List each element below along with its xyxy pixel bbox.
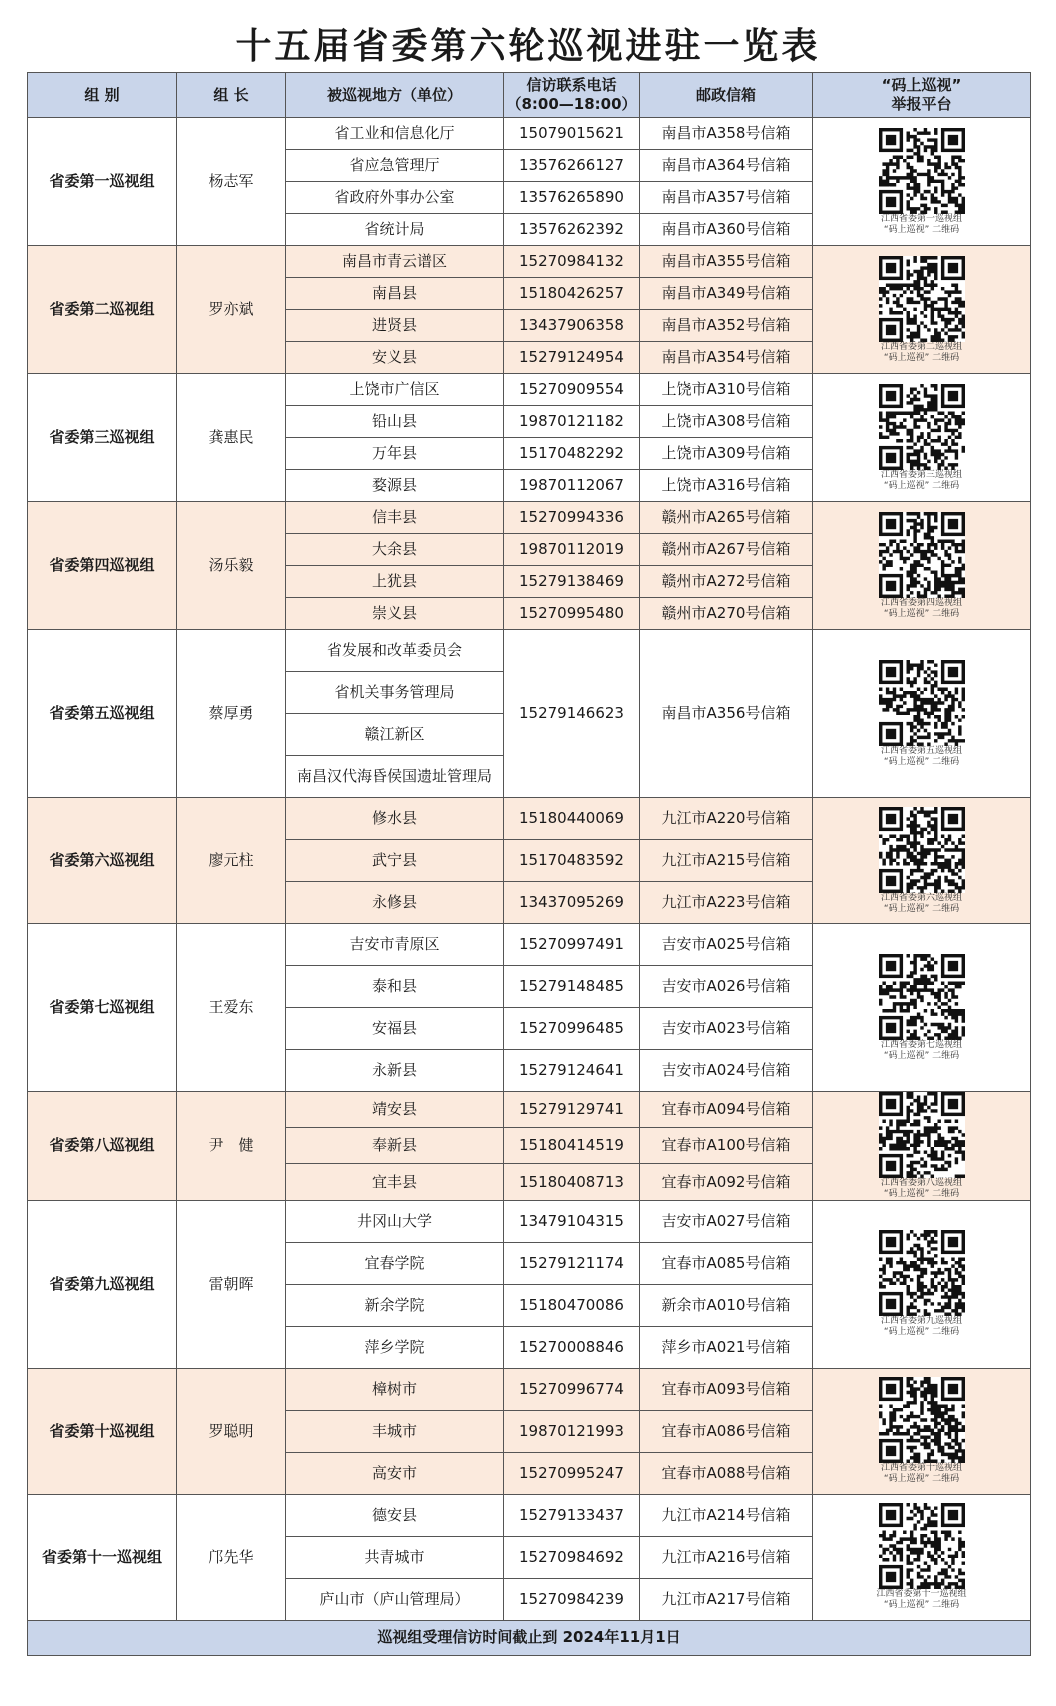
phone-number: 13576262392	[504, 214, 640, 246]
qr-block	[813, 256, 1030, 364]
footer-note: 巡视组受理信访时间截止到 2024年11月1日	[28, 1620, 1031, 1655]
group-name: 省委第一巡视组	[28, 118, 177, 246]
mailbox: 上饶市A316号信箱	[640, 470, 813, 502]
phone-number: 13479104315	[504, 1200, 640, 1242]
phone-number: 15180440069	[504, 798, 640, 840]
qr-code-icon	[879, 954, 965, 1040]
qr-code-icon	[879, 512, 965, 598]
qr-code-icon	[879, 660, 965, 746]
qr-cell	[813, 630, 1031, 798]
phone-number: 15279124641	[504, 1050, 640, 1092]
inspected-unit: 万年县	[286, 438, 504, 470]
inspection-table	[27, 72, 1031, 1656]
mailbox: 赣州市A267号信箱	[640, 534, 813, 566]
group-leader: 罗聪明	[177, 1368, 286, 1494]
phone-number: 15279146623	[504, 630, 640, 798]
qr-cell	[813, 1368, 1031, 1494]
qr-block	[813, 954, 1030, 1062]
inspected-unit: 南昌汉代海昏侯国遗址管理局	[286, 756, 504, 798]
table-row	[28, 1092, 1031, 1128]
qr-caption-sub: “码上巡视” 二维码	[883, 1050, 960, 1061]
inspected-unit: 省政府外事办公室	[286, 182, 504, 214]
inspected-unit: 赣江新区	[286, 714, 504, 756]
table-row	[28, 374, 1031, 406]
inspected-unit: 永修县	[286, 882, 504, 924]
table-row	[28, 1368, 1031, 1410]
inspected-unit: 省统计局	[286, 214, 504, 246]
qr-caption: 江西省委第十巡视组	[880, 1463, 962, 1474]
phone-number: 15279133437	[504, 1494, 640, 1536]
table-body	[28, 118, 1031, 1621]
header-phone-line2: （8:00—18:00）	[506, 95, 637, 113]
phone-number: 15270994336	[504, 502, 640, 534]
mailbox: 南昌市A352号信箱	[640, 310, 813, 342]
inspected-unit: 永新县	[286, 1050, 504, 1092]
header-row	[28, 73, 1031, 118]
inspected-unit: 高安市	[286, 1452, 504, 1494]
mailbox: 南昌市A360号信箱	[640, 214, 813, 246]
phone-number: 15270996485	[504, 1008, 640, 1050]
qr-cell	[813, 924, 1031, 1092]
group-leader: 邝先华	[177, 1494, 286, 1620]
table-row	[28, 1494, 1031, 1536]
qr-block	[813, 128, 1030, 236]
inspected-unit: 宜春学院	[286, 1242, 504, 1284]
qr-code-icon	[879, 807, 965, 893]
mailbox: 九江市A223号信箱	[640, 882, 813, 924]
group-name: 省委第三巡视组	[28, 374, 177, 502]
qr-block	[813, 660, 1030, 768]
group-leader: 尹 健	[177, 1092, 286, 1201]
qr-caption: 江西省委第四巡视组	[880, 597, 962, 608]
mailbox: 吉安市A025号信箱	[640, 924, 813, 966]
mailbox: 吉安市A024号信箱	[640, 1050, 813, 1092]
group-name: 省委第二巡视组	[28, 246, 177, 374]
inspected-unit: 南昌市青云谱区	[286, 246, 504, 278]
qr-code-icon	[879, 1230, 965, 1316]
qr-caption-sub: “码上巡视” 二维码	[883, 1327, 960, 1338]
mailbox: 宜春市A093号信箱	[640, 1368, 813, 1410]
mailbox: 南昌市A349号信箱	[640, 278, 813, 310]
mailbox: 上饶市A308号信箱	[640, 406, 813, 438]
qr-caption-sub: “码上巡视” 二维码	[883, 352, 960, 363]
inspected-unit: 安福县	[286, 1008, 504, 1050]
table-row	[28, 1200, 1031, 1242]
qr-caption-sub: “码上巡视” 二维码	[883, 608, 960, 619]
qr-caption-sub: “码上巡视” 二维码	[883, 224, 960, 235]
mailbox: 南昌市A357号信箱	[640, 182, 813, 214]
header-mailbox: 邮政信箱	[640, 73, 813, 118]
group-leader: 龚惠民	[177, 374, 286, 502]
mailbox: 宜春市A086号信箱	[640, 1410, 813, 1452]
phone-number: 15279121174	[504, 1242, 640, 1284]
qr-cell	[813, 374, 1031, 502]
phone-number: 15170482292	[504, 438, 640, 470]
qr-block	[813, 1377, 1030, 1485]
inspected-unit: 吉安市青原区	[286, 924, 504, 966]
mailbox: 赣州市A265号信箱	[640, 502, 813, 534]
table-row	[28, 798, 1031, 840]
qr-cell	[813, 246, 1031, 374]
inspected-unit: 进贤县	[286, 310, 504, 342]
phone-number: 13437906358	[504, 310, 640, 342]
qr-caption: 江西省委第七巡视组	[880, 1039, 962, 1050]
inspected-unit: 靖安县	[286, 1092, 504, 1128]
inspected-unit: 庐山市（庐山管理局）	[286, 1578, 504, 1620]
phone-number: 15270909554	[504, 374, 640, 406]
mailbox: 九江市A214号信箱	[640, 1494, 813, 1536]
inspected-unit: 樟树市	[286, 1368, 504, 1410]
mailbox: 九江市A216号信箱	[640, 1536, 813, 1578]
qr-code-icon	[879, 1092, 965, 1178]
mailbox: 南昌市A356号信箱	[640, 630, 813, 798]
header-group: 组 别	[28, 73, 177, 118]
header-platform-line2: 举报平台	[891, 95, 952, 113]
phone-number: 15180414519	[504, 1128, 640, 1164]
qr-cell	[813, 502, 1031, 630]
qr-cell	[813, 118, 1031, 246]
mailbox: 九江市A220号信箱	[640, 798, 813, 840]
mailbox: 吉安市A023号信箱	[640, 1008, 813, 1050]
group-name: 省委第十巡视组	[28, 1368, 177, 1494]
qr-caption-sub: “码上巡视” 二维码	[883, 903, 960, 914]
inspected-unit: 省发展和改革委员会	[286, 630, 504, 672]
group-name: 省委第十一巡视组	[28, 1494, 177, 1620]
qr-block	[813, 512, 1030, 620]
qr-cell	[813, 798, 1031, 924]
phone-number: 19870121182	[504, 406, 640, 438]
phone-number: 19870112019	[504, 534, 640, 566]
qr-caption-sub: “码上巡视” 二维码	[883, 1474, 960, 1485]
phone-number: 15270997491	[504, 924, 640, 966]
qr-cell	[813, 1494, 1031, 1620]
group-leader: 罗亦斌	[177, 246, 286, 374]
header-platform-line1: “码上巡视”	[881, 76, 962, 95]
inspected-unit: 铅山县	[286, 406, 504, 438]
page-title: 十五届省委第六轮巡视进驻一览表	[235, 26, 821, 67]
mailbox: 萍乡市A021号信箱	[640, 1326, 813, 1368]
qr-caption: 江西省委第三巡视组	[880, 469, 962, 480]
group-name: 省委第四巡视组	[28, 502, 177, 630]
mailbox: 赣州市A272号信箱	[640, 566, 813, 598]
mailbox: 吉安市A026号信箱	[640, 966, 813, 1008]
header-leader: 组 长	[177, 73, 286, 118]
phone-number: 15170483592	[504, 840, 640, 882]
mailbox: 宜春市A092号信箱	[640, 1164, 813, 1200]
phone-number: 15180470086	[504, 1284, 640, 1326]
group-leader: 蔡厚勇	[177, 630, 286, 798]
group-name: 省委第五巡视组	[28, 630, 177, 798]
inspected-unit: 泰和县	[286, 966, 504, 1008]
table-row	[28, 630, 1031, 672]
phone-number: 13576265890	[504, 182, 640, 214]
qr-block	[813, 1230, 1030, 1338]
inspected-unit: 省应急管理厅	[286, 150, 504, 182]
qr-caption-sub: “码上巡视” 二维码	[883, 1188, 960, 1199]
group-name: 省委第六巡视组	[28, 798, 177, 924]
phone-number: 15270996774	[504, 1368, 640, 1410]
qr-cell	[813, 1200, 1031, 1368]
group-leader: 汤乐毅	[177, 502, 286, 630]
inspected-unit: 省机关事务管理局	[286, 672, 504, 714]
group-name: 省委第八巡视组	[28, 1092, 177, 1201]
table-row	[28, 502, 1031, 534]
group-name: 省委第七巡视组	[28, 924, 177, 1092]
qr-code-icon	[879, 1377, 965, 1463]
inspected-unit: 宜丰县	[286, 1164, 504, 1200]
phone-number: 15180426257	[504, 278, 640, 310]
qr-caption: 江西省委第九巡视组	[880, 1316, 962, 1327]
inspected-unit: 武宁县	[286, 840, 504, 882]
inspected-unit: 省工业和信息化厅	[286, 118, 504, 150]
qr-caption: 江西省委第五巡视组	[880, 745, 962, 756]
mailbox: 南昌市A355号信箱	[640, 246, 813, 278]
phone-number: 15270984692	[504, 1536, 640, 1578]
qr-code-icon	[879, 1503, 965, 1589]
qr-caption: 江西省委第六巡视组	[880, 892, 962, 903]
group-name: 省委第九巡视组	[28, 1200, 177, 1368]
mailbox: 宜春市A094号信箱	[640, 1092, 813, 1128]
phone-number: 19870121993	[504, 1410, 640, 1452]
phone-number: 13437095269	[504, 882, 640, 924]
qr-block	[813, 384, 1030, 492]
qr-code-icon	[879, 256, 965, 342]
qr-caption: 江西省委第二巡视组	[880, 341, 962, 352]
mailbox: 九江市A217号信箱	[640, 1578, 813, 1620]
phone-number: 15279148485	[504, 966, 640, 1008]
group-leader: 王爱东	[177, 924, 286, 1092]
inspected-unit: 婺源县	[286, 470, 504, 502]
header-platform	[813, 73, 1031, 118]
phone-number: 15279138469	[504, 566, 640, 598]
mailbox: 宜春市A085号信箱	[640, 1242, 813, 1284]
qr-caption: 江西省委第一巡视组	[880, 213, 962, 224]
phone-number: 15270995247	[504, 1452, 640, 1494]
qr-caption-sub: “码上巡视” 二维码	[883, 1600, 960, 1611]
phone-number: 13576266127	[504, 150, 640, 182]
inspected-unit: 上饶市广信区	[286, 374, 504, 406]
mailbox: 南昌市A354号信箱	[640, 342, 813, 374]
phone-number: 15270995480	[504, 598, 640, 630]
inspected-unit: 南昌县	[286, 278, 504, 310]
phone-number: 15270008846	[504, 1326, 640, 1368]
inspected-unit: 奉新县	[286, 1128, 504, 1164]
inspected-unit: 修水县	[286, 798, 504, 840]
qr-block	[813, 1503, 1030, 1611]
qr-caption: 江西省委第八巡视组	[880, 1178, 962, 1188]
mailbox: 九江市A215号信箱	[640, 840, 813, 882]
mailbox: 上饶市A309号信箱	[640, 438, 813, 470]
qr-code-icon	[879, 128, 965, 214]
inspected-unit: 井冈山大学	[286, 1200, 504, 1242]
inspected-unit: 德安县	[286, 1494, 504, 1536]
group-leader: 廖元柱	[177, 798, 286, 924]
qr-caption: 江西省委第十一巡视组	[876, 1589, 967, 1600]
qr-block	[813, 807, 1030, 915]
inspected-unit: 大余县	[286, 534, 504, 566]
mailbox: 南昌市A364号信箱	[640, 150, 813, 182]
table-row	[28, 118, 1031, 150]
mailbox: 南昌市A358号信箱	[640, 118, 813, 150]
inspected-unit: 新余学院	[286, 1284, 504, 1326]
inspected-unit: 信丰县	[286, 502, 504, 534]
table-row	[28, 924, 1031, 966]
phone-number: 15279124954	[504, 342, 640, 374]
qr-code-icon	[879, 384, 965, 470]
phone-number: 15079015621	[504, 118, 640, 150]
inspected-unit: 丰城市	[286, 1410, 504, 1452]
inspected-unit: 崇义县	[286, 598, 504, 630]
qr-block	[813, 1092, 1030, 1200]
phone-number: 15270984132	[504, 246, 640, 278]
phone-number: 15180408713	[504, 1164, 640, 1200]
phone-number: 15270984239	[504, 1578, 640, 1620]
inspected-unit: 萍乡学院	[286, 1326, 504, 1368]
group-leader: 雷朝晖	[177, 1200, 286, 1368]
header-phone	[504, 73, 640, 118]
mailbox: 上饶市A310号信箱	[640, 374, 813, 406]
header-unit: 被巡视地方（单位）	[286, 73, 504, 118]
footer-row	[28, 1620, 1031, 1655]
group-leader: 杨志军	[177, 118, 286, 246]
mailbox: 宜春市A100号信箱	[640, 1128, 813, 1164]
inspected-unit: 安义县	[286, 342, 504, 374]
mailbox: 赣州市A270号信箱	[640, 598, 813, 630]
inspected-unit: 共青城市	[286, 1536, 504, 1578]
qr-caption-sub: “码上巡视” 二维码	[883, 480, 960, 491]
qr-caption-sub: “码上巡视” 二维码	[883, 756, 960, 767]
header-phone-line1: 信访联系电话	[526, 76, 617, 95]
phone-number: 19870112067	[504, 470, 640, 502]
mailbox: 宜春市A088号信箱	[640, 1452, 813, 1494]
inspected-unit: 上犹县	[286, 566, 504, 598]
mailbox: 吉安市A027号信箱	[640, 1200, 813, 1242]
qr-cell	[813, 1092, 1031, 1201]
mailbox: 新余市A010号信箱	[640, 1284, 813, 1326]
phone-number: 15279129741	[504, 1092, 640, 1128]
table-row	[28, 246, 1031, 278]
